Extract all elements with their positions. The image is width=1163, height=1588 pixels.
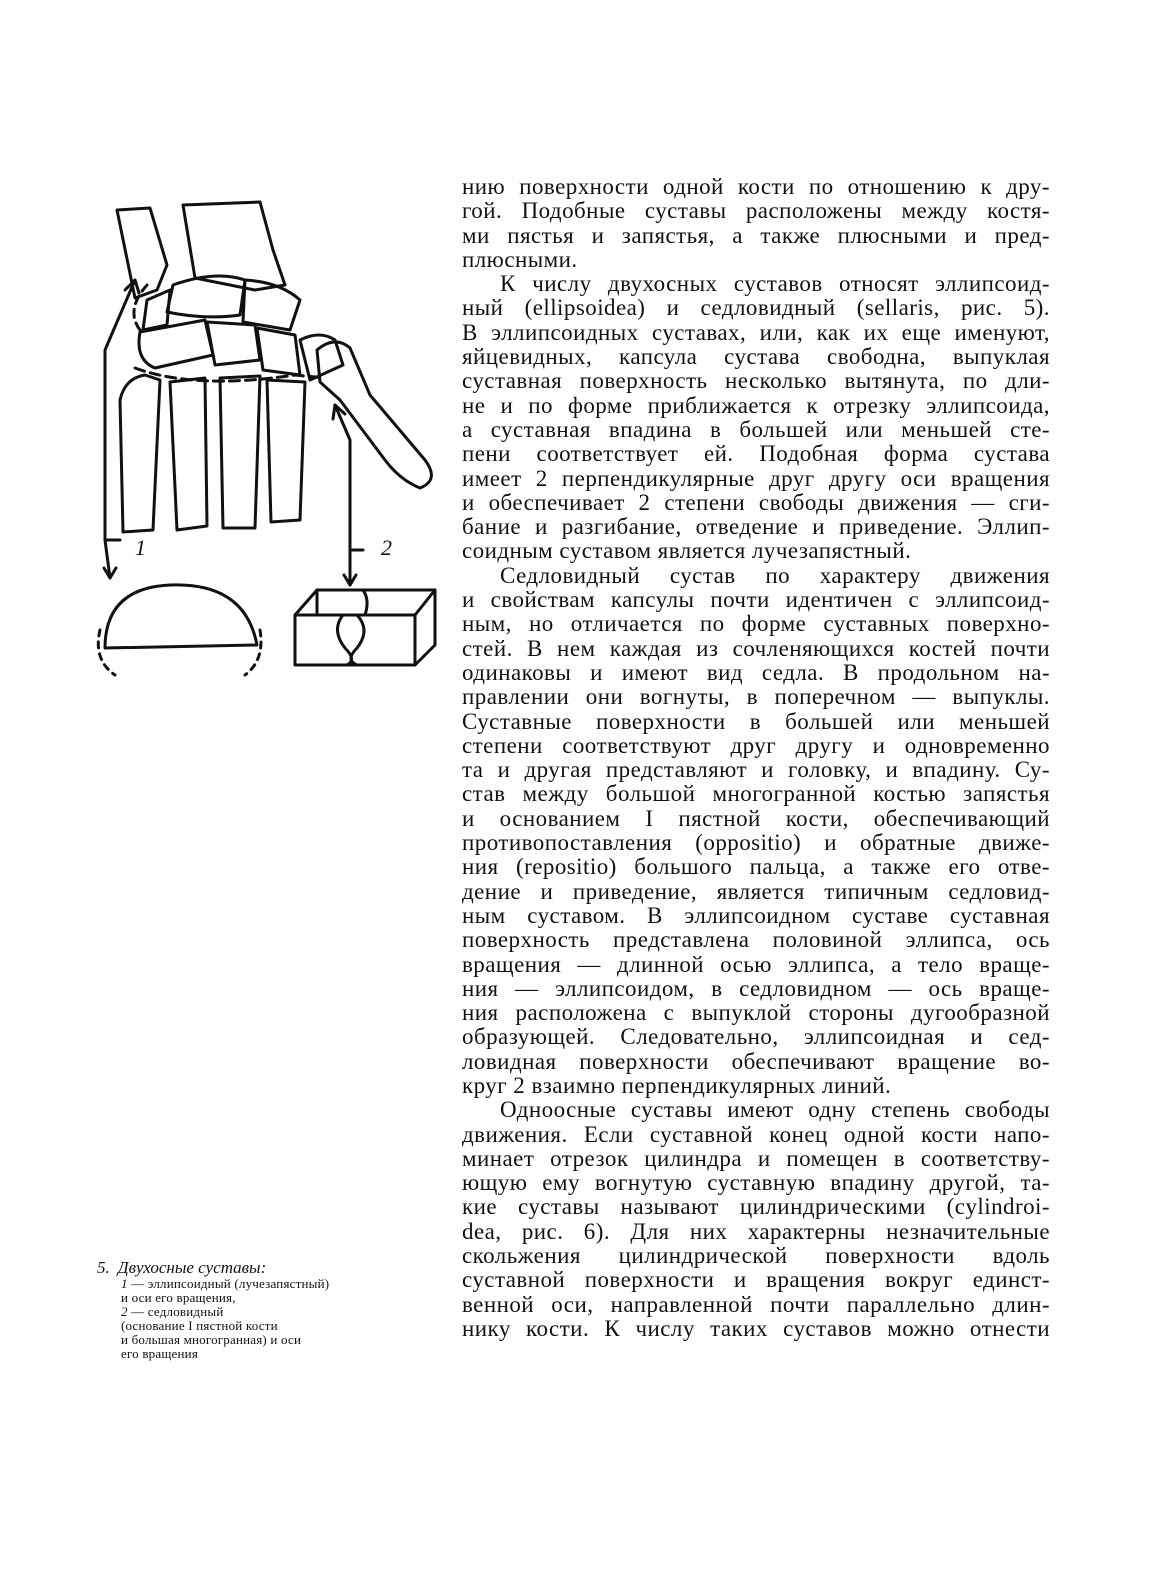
body-line: а суставная впадина в большей или меньшей сте- [462,416,1050,442]
body-line: та и другая представляют и головку, и впадину. Су- [462,757,1050,783]
body-line: В эллипсоидных суставах, или, как их еще именуют, [462,319,1050,345]
body-line: и обеспечивает 2 степени свободы движения — сги- [462,489,1050,515]
body-line: кие суставы называют цилиндрическими (cylindroi- [462,1194,1050,1220]
body-line: правлении они вогнуты, в поперечном — выпуклы. [462,684,1050,710]
body-line: движения. Если суставной конец одной кости напо- [462,1121,1050,1147]
caption-line: и оси его вращения, [121,1290,236,1305]
body-line: и основанием I пястной кости, обеспечивающий [462,805,1050,831]
caption-number: 5. [97,1258,110,1277]
body-line: Одноосные суставы имеют одну степень свободы [500,1097,1050,1123]
body-line: плюсными. [462,246,578,272]
body-line: образующей. Следовательно, эллипсоидная и сед- [462,1024,1050,1050]
body-line: противопоставления (oppositio) и обратные движе- [462,830,1050,856]
body-line: став между большой многогранной костью запястья [462,781,1050,807]
body-line: круг 2 взаимно перпендикулярных линий. [462,1072,892,1098]
caption-marker-1: 1 [121,1276,128,1291]
body-line: суставной поверхности и вращения вокруг единст- [462,1267,1050,1293]
body-line: К числу двухосных суставов относят эллипсоид- [500,271,1050,297]
body-line: минает отрезок цилиндра и помещен в соответству- [462,1145,1050,1171]
body-line: яйцевидных, капсула сустава свободна, выпуклая [462,344,1050,370]
caption-line: его вращения [121,1346,199,1361]
body-line: и свойствам капсулы почти идентичен с эллипсоид- [462,587,1050,613]
body-line: Седловидный сустав по характеру движения [500,562,1050,588]
caption-line: 1 — эллипсоидный (лучезапястный) [121,1276,330,1291]
body-line: дение и приведение, является типичным седловид- [462,878,1050,904]
body-line: бание и разгибание, отведение и приведение. Эллип- [462,514,1050,540]
caption-line: 2 — седловидный [121,1304,224,1319]
caption-line: и большая многогранная) и оси [121,1332,302,1347]
body-line: скольжения цилиндрической поверхности вдоль [462,1243,1050,1269]
caption-title: Двухосные суставы: [117,1258,267,1277]
body-line: венной оси, направленной почти параллельно длин- [462,1291,1050,1317]
body-line: поверхность представлена половиной эллипса, ось [462,927,1050,953]
body-line: одинаковы и имеют вид седла. В продольном на- [462,659,1050,685]
body-line: степени соответствуют друг другу и одновременно [462,732,1050,758]
body-line: имеет 2 перпендикулярные друг другу оси вращения [462,465,1050,491]
body-line: ния расположена с выпуклой стороны дугообразной [462,1000,1050,1026]
body-line: ния (repositio) большого пальца, а также его отве- [462,854,1050,880]
body-line: не и по форме приближается к отрезку эллипсоида, [462,392,1050,418]
caption-title-row [97,1258,437,1277]
wrist-joints-figure [95,190,440,695]
body-text-column [462,175,1050,1341]
body-line: ми пястья и запястья, а также плюсными и пред- [462,222,1050,248]
body-line: соидным суставом является лучезапястный. [462,538,912,564]
figure-caption [97,1258,437,1361]
wrist-joints-drawing [95,190,440,695]
body-line: пени соответствует ей. Подобная форма сустава [462,441,1050,467]
body-line: dea, рис. 6). Для них характерны незначительные [462,1218,1050,1244]
body-line: ным суставом. В эллипсоидном суставе суставная [462,902,1050,928]
body-line: стей. В нем каждая из сочленяющихся костей почти [462,635,1050,661]
caption-marker-2: 2 [121,1304,128,1319]
body-line: суставная поверхность несколько вытянута, по дли- [462,368,1050,394]
body-line: вращения — длинной осью эллипса, а тело враще- [462,951,1050,977]
body-line: ный (ellipsoidea) и седловидный (sellaris, рис. 5). [462,295,1050,321]
caption-line: (основание I пястной кости [121,1318,278,1333]
figure-label-2: 2 [381,535,392,560]
body-line: ным, но отличается по форме суставных поверхно- [462,611,1050,637]
body-line: ющую ему вогнутую суставную впадину другой, та- [462,1170,1050,1196]
body-line: ловидная поверхности обеспечивают вращение во- [462,1048,1050,1074]
body-line: нику кости. К числу таких суставов можно отнести [462,1315,1050,1341]
body-line: нию поверхности одной кости по отношению к дру- [462,174,1050,199]
figure-label-1: 1 [135,535,146,560]
body-line: ния — эллипсоидом, в седловидном — ось враще- [462,975,1050,1001]
body-line: гой. Подобные суставы расположены между костя- [462,198,1050,224]
body-line: Суставные поверхности в большей или меньшей [462,708,1050,734]
